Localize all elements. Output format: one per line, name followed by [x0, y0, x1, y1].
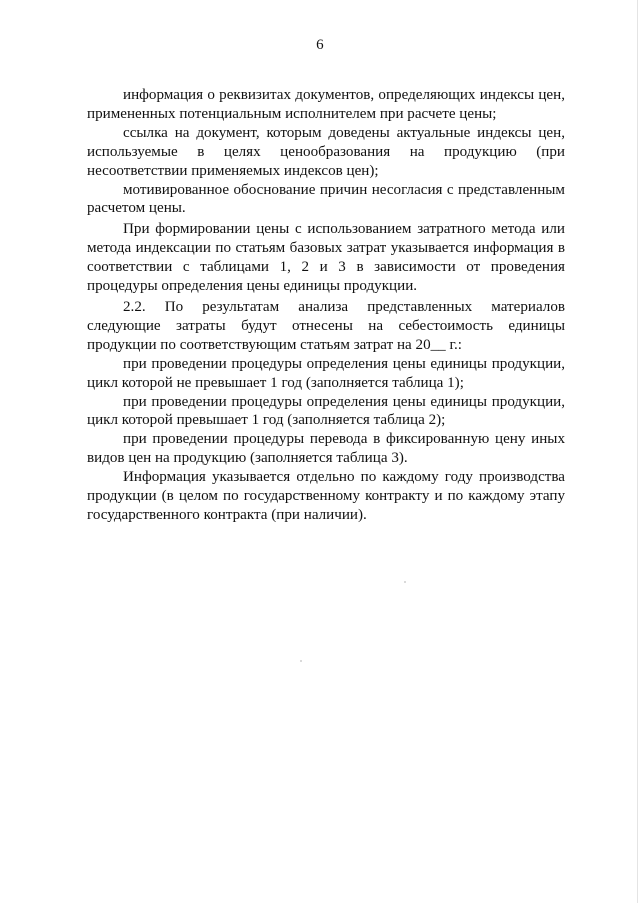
paragraph-per-year-info: Информация указывается отдельно по каждому году производства продукции (в целом по государственному контракту и по каждому этапу государственного контракта (при наличии).: [87, 469, 565, 523]
paragraph-table-2-case: при проведении процедуры определения цены единицы продукции, цикл которой превышает 1 год (заполняется таблица 2);: [87, 393, 565, 429]
page-number: 6: [316, 37, 324, 53]
paragraph-table-3-case: при проведении процедуры перевода в фиксированную цену иных видов цен на продукцию (заполняется таблица 3).: [87, 431, 565, 467]
scan-speck: [300, 660, 302, 662]
paragraph-section-2-2: 2.2. По результатам анализа представленных материалов следующие затраты будут отнесены на себестоимость единицы продукции по соответствующим статьям затрат на 20__ г.:: [87, 298, 565, 353]
paragraph-cost-method: При формировании цены с использованием затратного метода или метода индексации по статьям базовых затрат указывается информация в соответствии с таблицами 1, 2 и 3 в зависимости от проведения процедуры определения цены единицы продукции.: [87, 221, 565, 295]
paragraph-price-index-details: информация о реквизитах документов, определяющих индексы цен, примененных потенциальным исполнителем при расчете цены;: [87, 87, 565, 122]
scan-speck: [404, 581, 406, 583]
paragraph-disagreement-reasons: мотивированное обоснование причин несогласия с представленным расчетом цены.: [87, 181, 565, 217]
paragraph-index-document-link: ссылка на документ, которым доведены актуальные индексы цен, используемые в целях ценообразования на продукцию (при несоответствии применяемых индексов цен);: [87, 124, 565, 179]
paragraph-table-1-case: при проведении процедуры определения цены единицы продукции, цикл которой не превышает 1 год (заполняется таблица 1);: [87, 355, 565, 391]
scan-edge: [637, 0, 638, 903]
document-body: [87, 86, 565, 525]
